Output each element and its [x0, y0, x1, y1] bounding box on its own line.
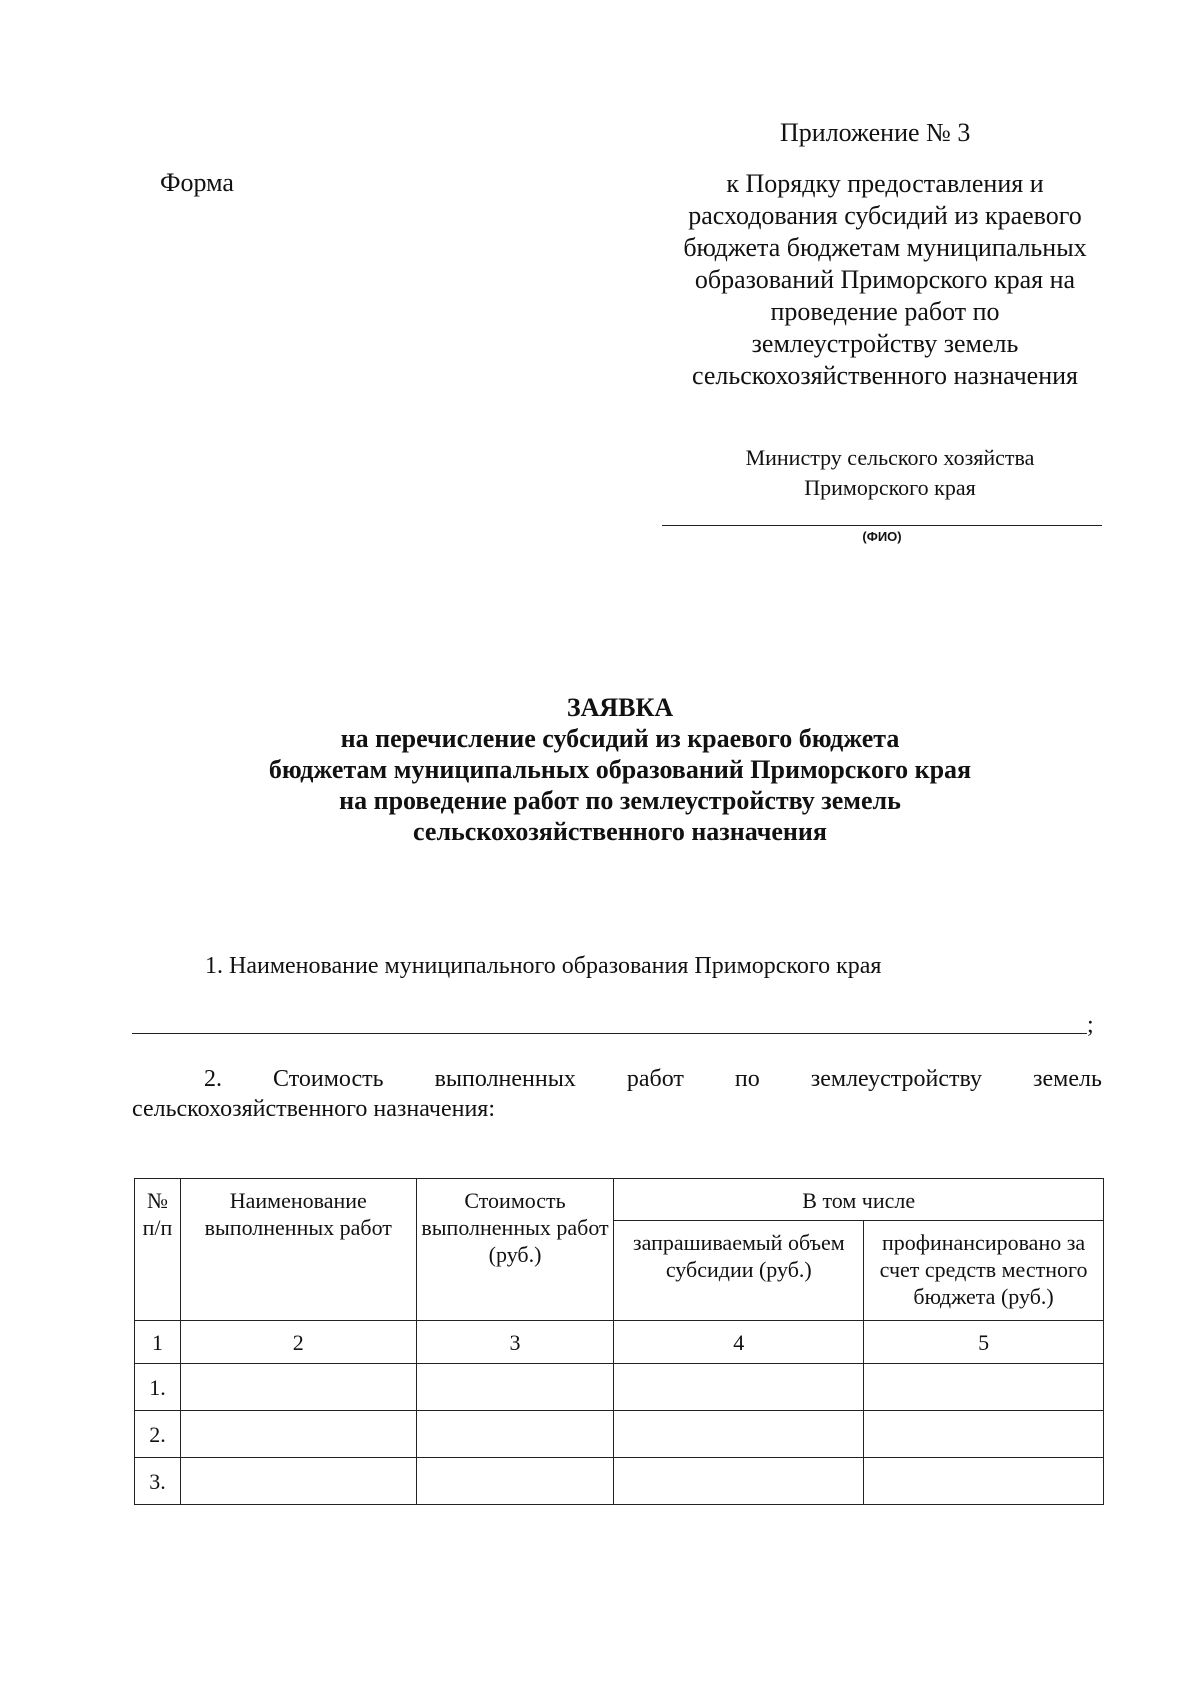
- column-number: 4: [614, 1321, 864, 1364]
- column-number: 5: [864, 1321, 1104, 1364]
- table-row: [135, 1364, 1104, 1411]
- item-2-word: земель: [1033, 1066, 1102, 1092]
- cell-cost[interactable]: [416, 1411, 614, 1458]
- header-work-name: Наименование выполненных работ: [180, 1179, 416, 1321]
- heading-line: на перечисление субсидий из краевого бюджета: [340, 724, 900, 753]
- cell-requested[interactable]: [614, 1411, 864, 1458]
- cell-requested[interactable]: [614, 1458, 864, 1505]
- heading-line: бюджетам муниципальных образований Приморского края: [268, 755, 972, 784]
- column-number: 1: [135, 1321, 181, 1364]
- cell-work-name[interactable]: [180, 1411, 416, 1458]
- cell-cost[interactable]: [416, 1458, 614, 1505]
- appendix-line: к Порядку предоставления и: [726, 169, 1044, 198]
- item-2-word: 2.: [204, 1066, 222, 1092]
- row-number: 2.: [135, 1411, 181, 1458]
- column-number: 2: [180, 1321, 416, 1364]
- cell-work-name[interactable]: [180, 1364, 416, 1411]
- item-2-word: выполненных: [434, 1066, 576, 1092]
- cell-financed[interactable]: [864, 1364, 1104, 1411]
- item-2-label: [132, 1066, 1102, 1093]
- item-2-word: по: [734, 1066, 760, 1092]
- cell-financed[interactable]: [864, 1411, 1104, 1458]
- addressee-line: Приморского края: [804, 475, 976, 500]
- cell-financed[interactable]: [864, 1458, 1104, 1505]
- form-label: Форма: [160, 168, 234, 197]
- heading-line: сельскохозяйственного назначения: [413, 817, 827, 846]
- table-header-row: [135, 1179, 1104, 1221]
- item-2-label-continuation: сельскохозяйственного назначения:: [132, 1096, 496, 1122]
- addressee-line: Министру сельского хозяйства: [745, 445, 1035, 470]
- cell-requested[interactable]: [614, 1364, 864, 1411]
- table-row: [135, 1458, 1104, 1505]
- table-row: [135, 1411, 1104, 1458]
- row-number: 3.: [135, 1458, 181, 1505]
- item-2-word: землеустройству: [810, 1066, 983, 1092]
- header-num: № п/п: [135, 1179, 181, 1321]
- column-number: 3: [416, 1321, 614, 1364]
- works-table: [134, 1178, 1104, 1505]
- item-1-label: 1. Наименование муниципального образования Приморского края: [205, 953, 882, 979]
- item-2-word: Стоимость: [273, 1066, 384, 1092]
- row-number: 1.: [135, 1364, 181, 1411]
- header-cost: Стоимость выполненных работ (руб.): [416, 1179, 614, 1321]
- appendix-line: сельскохозяйственного назначения: [691, 361, 1079, 390]
- heading-line: на проведение работ по землеустройству земель: [339, 786, 901, 815]
- appendix-line: землеустройству земель: [751, 329, 1019, 358]
- municipality-name-field[interactable]: [132, 1033, 1087, 1034]
- appendix-line: расходования субсидий из краевого: [688, 201, 1082, 230]
- appendix-reference: [650, 168, 1120, 392]
- cell-cost[interactable]: [416, 1364, 614, 1411]
- appendix-line: образований Приморского края на: [694, 265, 1076, 294]
- cell-work-name[interactable]: [180, 1458, 416, 1505]
- appendix-line: проведение работ по: [770, 297, 1000, 326]
- header-local-financing: профинансировано за счет средств местного бюджета (руб.): [864, 1221, 1104, 1321]
- header-requested-subsidy: запрашиваемый объем субсидии (руб.): [614, 1221, 864, 1321]
- header-including: В том числе: [614, 1179, 1104, 1221]
- fio-signature-line[interactable]: [662, 525, 1102, 526]
- item-2-word: работ: [626, 1066, 684, 1092]
- appendix-line: бюджета бюджетам муниципальных: [683, 233, 1087, 262]
- fio-caption: (ФИО): [862, 529, 902, 544]
- appendix-title: Приложение № 3: [780, 118, 971, 147]
- addressee-block: [680, 443, 1100, 503]
- document-heading: [150, 692, 1090, 847]
- item-1-terminator: ;: [1087, 1012, 1094, 1038]
- column-numbers-row: [135, 1321, 1104, 1364]
- heading-title: ЗАЯВКА: [566, 693, 674, 722]
